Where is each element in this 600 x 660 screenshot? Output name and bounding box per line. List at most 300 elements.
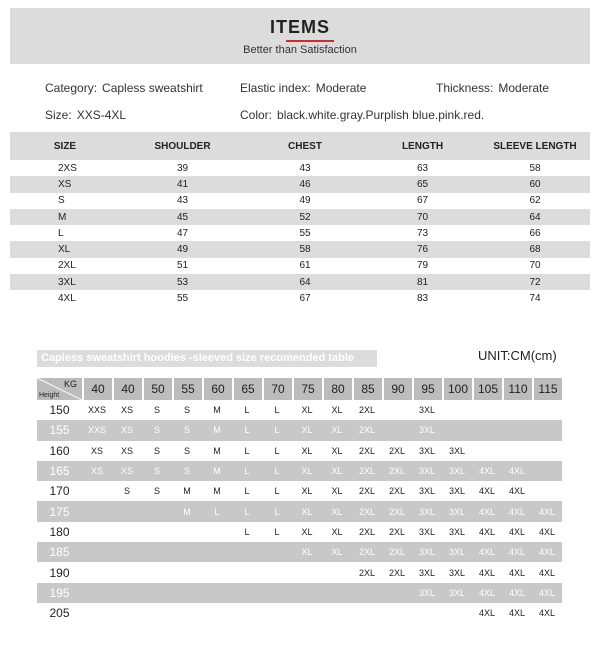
category-label: Category: bbox=[45, 81, 98, 95]
size-recommendation-cell bbox=[112, 522, 142, 542]
height-cell: 170 bbox=[49, 484, 70, 499]
table-row bbox=[10, 274, 590, 290]
size-recommendation-cell: L bbox=[274, 486, 280, 497]
height-cell: 160 bbox=[49, 443, 70, 458]
size-recommendation-cell: S bbox=[153, 445, 160, 456]
size-recommendation-cell bbox=[82, 481, 112, 501]
size-cell: 2XL bbox=[58, 260, 76, 272]
size-cell: 4XL bbox=[58, 293, 76, 305]
size-cell: XL bbox=[10, 241, 120, 257]
chest-cell: 49 bbox=[299, 195, 311, 207]
size-recommendation-cell bbox=[532, 400, 562, 420]
size-recommendation-cell: 3XL bbox=[418, 486, 435, 497]
weight-header: 110 bbox=[502, 378, 532, 400]
spec-color bbox=[240, 108, 484, 122]
weight-header: 85 bbox=[352, 378, 382, 400]
shoulder-cell: 51 bbox=[176, 260, 189, 272]
size-recommendation-cell: L bbox=[244, 445, 250, 456]
size-recommendation-cell: 4XL bbox=[472, 542, 502, 562]
thickness-label: Thickness: bbox=[436, 81, 494, 95]
table-row bbox=[37, 481, 562, 501]
size-cell: S bbox=[58, 195, 65, 207]
size-recommendation-cell: XS bbox=[120, 445, 133, 456]
size-recommendation-cell bbox=[322, 583, 352, 603]
size-recommendation-cell bbox=[532, 420, 562, 440]
size-recommendation-cell bbox=[82, 522, 112, 542]
size-header: SIZE bbox=[10, 132, 120, 160]
size-cell: M bbox=[10, 209, 120, 225]
size-recommendation-cell bbox=[142, 522, 172, 542]
size-recommendation-cell bbox=[172, 603, 202, 623]
size-recommendation-cell: S bbox=[142, 461, 172, 481]
sleeve-length-cell: 62 bbox=[529, 195, 541, 207]
size-recommendation-cell: 3XL bbox=[418, 526, 435, 537]
size-recommendation-cell bbox=[262, 562, 292, 582]
size-recommendation-cell: L bbox=[232, 420, 262, 440]
size-recommendation-cell: 4XL bbox=[502, 583, 532, 603]
size-label: Size: bbox=[45, 108, 72, 122]
size-recommendation-cell: M bbox=[202, 420, 232, 440]
size-recommendation-cell: 4XL bbox=[508, 486, 525, 497]
sleeve-length-header: SLEEVE LENGTH bbox=[480, 132, 590, 160]
height-cell: 175 bbox=[37, 501, 82, 521]
size-recommendation-cell: L bbox=[262, 420, 292, 440]
length-cell: 83 bbox=[416, 293, 429, 305]
thickness-value: Moderate bbox=[498, 81, 550, 95]
size-recommendation-cell: 2XL bbox=[382, 501, 412, 521]
size-recommendation-cell bbox=[382, 603, 412, 623]
chest-cell: 67 bbox=[299, 293, 311, 305]
size-table bbox=[10, 132, 590, 307]
height-cell: 165 bbox=[37, 461, 82, 481]
size-recommendation-cell: M bbox=[172, 501, 202, 521]
weight-header: 40 bbox=[112, 378, 142, 400]
corner-kg-label: KG bbox=[63, 379, 77, 389]
weight-header: 75 bbox=[292, 378, 322, 400]
size-cell: XS bbox=[10, 176, 120, 192]
chest-cell: 58 bbox=[245, 241, 365, 257]
table-row bbox=[10, 225, 590, 241]
size-recommendation-cell: 3XL bbox=[412, 461, 442, 481]
unit-label: UNIT:CM(cm) bbox=[478, 348, 557, 363]
weight-header: 50 bbox=[142, 378, 172, 400]
size-recommendation-cell bbox=[352, 583, 382, 603]
size-recommendation-cell: 4XL bbox=[532, 583, 562, 603]
shoulder-cell: 49 bbox=[120, 241, 245, 257]
size-recommendation-cell bbox=[202, 522, 232, 542]
height-cell: 185 bbox=[37, 542, 82, 562]
size-cell: 3XL bbox=[10, 274, 120, 290]
size-recommendation-cell: 4XL bbox=[502, 542, 532, 562]
size-recommendation-cell: 3XL bbox=[412, 501, 442, 521]
size-recommendation-cell: S bbox=[172, 461, 202, 481]
size-recommendation-cell: 4XL bbox=[478, 486, 495, 497]
size-recommendation-cell bbox=[472, 420, 502, 440]
height-cell: 205 bbox=[49, 606, 70, 621]
size-recommendation-cell: L bbox=[244, 405, 250, 416]
table-row bbox=[37, 461, 562, 481]
size-recommendation-cell bbox=[202, 542, 232, 562]
page-title: ITEMS bbox=[269, 17, 330, 37]
recommendation-table-title: Capless sweatshirt hoodies -sleeved size recomended table bbox=[37, 350, 377, 367]
size-recommendation-cell: M bbox=[213, 486, 221, 497]
size-recommendation-cell: M bbox=[183, 486, 191, 497]
size-recommendation-cell: L bbox=[244, 486, 250, 497]
length-cell: 81 bbox=[365, 274, 480, 290]
size-recommendation-cell: L bbox=[232, 461, 262, 481]
size-recommendation-cell bbox=[202, 562, 232, 582]
size-recommendation-cell: 4XL bbox=[532, 501, 562, 521]
chest-cell: 55 bbox=[299, 227, 311, 239]
sleeve-length-cell: 66 bbox=[529, 227, 541, 239]
size-recommendation-cell: XL bbox=[322, 461, 352, 481]
size-recommendation-cell: L bbox=[202, 501, 232, 521]
size-recommendation-cell: 3XL bbox=[412, 420, 442, 440]
size-recommendation-cell bbox=[382, 420, 412, 440]
table-row bbox=[37, 522, 562, 542]
spec-category bbox=[45, 81, 203, 95]
table-row bbox=[37, 441, 562, 461]
length-cell: 63 bbox=[416, 162, 429, 174]
table-row bbox=[10, 193, 590, 209]
size-recommendation-cell bbox=[232, 583, 262, 603]
size-recommendation-cell: 3XL bbox=[418, 567, 435, 578]
weight-header: 80 bbox=[322, 378, 352, 400]
size-recommendation-cell bbox=[232, 603, 262, 623]
size-recommendation-cell bbox=[442, 603, 472, 623]
weight-header: 90 bbox=[382, 378, 412, 400]
height-cell: 190 bbox=[49, 565, 70, 580]
size-recommendation-cell: 2XL bbox=[358, 526, 375, 537]
shoulder-cell: 41 bbox=[120, 176, 245, 192]
size-recommendation-cell: 4XL bbox=[508, 608, 525, 619]
size-recommendation-cell: XL bbox=[301, 486, 313, 497]
size-recommendation-cell: 3XL bbox=[448, 567, 465, 578]
size-recommendation-cell: 4XL bbox=[538, 608, 555, 619]
size-recommendation-cell bbox=[262, 603, 292, 623]
table-row bbox=[37, 420, 562, 440]
size-recommendation-cell: L bbox=[274, 405, 280, 416]
size-recommendation-cell bbox=[142, 542, 172, 562]
size-cell: L bbox=[58, 227, 64, 239]
table-row bbox=[10, 258, 590, 274]
chest-header: CHEST bbox=[245, 132, 365, 160]
size-recommendation-cell: 2XL bbox=[388, 567, 405, 578]
length-cell: 67 bbox=[416, 195, 429, 207]
size-recommendation-cell: XXS bbox=[87, 405, 106, 416]
size-recommendation-cell bbox=[532, 441, 562, 461]
sleeve-length-cell: 60 bbox=[480, 176, 590, 192]
shoulder-cell: 43 bbox=[176, 195, 189, 207]
shoulder-cell: 55 bbox=[176, 293, 189, 305]
weight-header: 105 bbox=[472, 378, 502, 400]
size-recommendation-cell: XL bbox=[292, 420, 322, 440]
spec-elastic bbox=[240, 81, 366, 95]
length-header: LENGTH bbox=[365, 132, 480, 160]
length-cell: 73 bbox=[416, 227, 429, 239]
size-recommendation-cell bbox=[112, 501, 142, 521]
size-recommendation-cell: XL bbox=[322, 501, 352, 521]
title-underline bbox=[286, 40, 334, 42]
size-recommendation-cell: 4XL bbox=[472, 461, 502, 481]
size-recommendation-cell: XS bbox=[82, 461, 112, 481]
table-row bbox=[37, 501, 562, 521]
size-value: XXS-4XL bbox=[76, 108, 127, 122]
size-recommendation-cell: XL bbox=[331, 405, 343, 416]
size-recommendation-cell: S bbox=[172, 420, 202, 440]
size-recommendation-cell: M bbox=[213, 405, 221, 416]
shoulder-cell: 45 bbox=[120, 209, 245, 225]
size-recommendation-cell: 2XL bbox=[352, 542, 382, 562]
length-cell: 79 bbox=[416, 260, 429, 272]
table-row bbox=[37, 400, 562, 420]
size-recommendation-cell: XL bbox=[322, 542, 352, 562]
page-subtitle: Better than Satisfaction bbox=[243, 44, 357, 56]
size-recommendation-cell: 4XL bbox=[502, 501, 532, 521]
size-recommendation-cell: L bbox=[244, 526, 250, 537]
corner-cell bbox=[37, 378, 82, 400]
size-recommendation-cell bbox=[172, 542, 202, 562]
corner-height-label: Height bbox=[39, 392, 60, 399]
size-recommendation-cell: 3XL bbox=[442, 461, 472, 481]
size-recommendation-cell: XS bbox=[90, 445, 103, 456]
size-recommendation-cell: L bbox=[274, 526, 280, 537]
size-recommendation-cell: 2XL bbox=[358, 567, 375, 578]
size-recommendation-cell: 3XL bbox=[442, 583, 472, 603]
weight-header: 70 bbox=[262, 378, 292, 400]
size-recommendation-cell bbox=[322, 603, 352, 623]
size-recommendation-cell: 2XL bbox=[352, 420, 382, 440]
size-recommendation-cell bbox=[262, 542, 292, 562]
weight-header: 100 bbox=[442, 378, 472, 400]
table-row bbox=[37, 562, 562, 582]
size-recommendation-cell: XS bbox=[112, 420, 142, 440]
size-recommendation-cell bbox=[172, 522, 202, 542]
size-recommendation-cell bbox=[112, 562, 142, 582]
sleeve-length-cell: 58 bbox=[529, 162, 541, 174]
sleeve-length-cell: 74 bbox=[529, 293, 541, 305]
length-cell: 70 bbox=[365, 209, 480, 225]
size-recommendation-cell bbox=[382, 583, 412, 603]
size-recommendation-cell: S bbox=[153, 405, 160, 416]
weight-header: 115 bbox=[532, 378, 562, 400]
size-recommendation-cell: 2XL bbox=[388, 486, 405, 497]
size-recommendation-cell bbox=[172, 583, 202, 603]
length-cell: 76 bbox=[365, 241, 480, 257]
size-recommendation-cell: XL bbox=[331, 526, 343, 537]
size-recommendation-cell: 4XL bbox=[508, 526, 525, 537]
size-recommendation-cell bbox=[502, 420, 532, 440]
sleeve-length-cell: 68 bbox=[480, 241, 590, 257]
size-recommendation-cell: XL bbox=[301, 405, 313, 416]
size-recommendation-cell: XL bbox=[322, 420, 352, 440]
size-recommendation-cell bbox=[532, 461, 562, 481]
size-recommendation-cell bbox=[142, 583, 172, 603]
size-recommendation-cell: 2XL bbox=[358, 445, 375, 456]
shoulder-cell: 47 bbox=[176, 227, 189, 239]
table-row bbox=[10, 290, 590, 306]
size-recommendation-cell: 4XL bbox=[532, 542, 562, 562]
shoulder-cell: 39 bbox=[176, 162, 189, 174]
size-recommendation-cell: 3XL bbox=[418, 445, 435, 456]
size-recommendation-cell: XS bbox=[120, 405, 133, 416]
size-recommendation-cell: 3XL bbox=[448, 445, 465, 456]
size-recommendation-cell bbox=[262, 583, 292, 603]
sleeve-length-cell: 70 bbox=[529, 260, 541, 272]
size-recommendation-cell bbox=[412, 603, 442, 623]
table-row bbox=[10, 160, 590, 176]
size-recommendation-cell: 4XL bbox=[478, 608, 495, 619]
size-recommendation-cell: S bbox=[123, 486, 130, 497]
chest-cell: 64 bbox=[245, 274, 365, 290]
size-recommendation-cell bbox=[502, 400, 532, 420]
size-recommendation-cell bbox=[142, 562, 172, 582]
size-recommendation-cell bbox=[82, 542, 112, 562]
sleeve-length-cell: 72 bbox=[480, 274, 590, 290]
size-recommendation-cell bbox=[142, 501, 172, 521]
size-recommendation-cell: XL bbox=[301, 526, 313, 537]
size-recommendation-cell: 2XL bbox=[358, 486, 375, 497]
height-cell: 150 bbox=[49, 403, 70, 418]
size-recommendation-cell: 4XL bbox=[538, 567, 555, 578]
size-recommendation-cell: 3XL bbox=[418, 405, 435, 416]
chest-cell: 43 bbox=[299, 162, 311, 174]
size-recommendation-cell bbox=[82, 501, 112, 521]
size-recommendation-cell bbox=[232, 562, 262, 582]
size-recommendation-cell bbox=[142, 603, 172, 623]
size-recommendation-cell: 2XL bbox=[388, 445, 405, 456]
size-recommendation-cell bbox=[352, 603, 382, 623]
sleeve-length-cell: 64 bbox=[480, 209, 590, 225]
size-recommendation-cell bbox=[112, 542, 142, 562]
size-recommendation-cell bbox=[292, 562, 322, 582]
size-recommendation-cell: 4XL bbox=[538, 526, 555, 537]
size-recommendation-cell bbox=[112, 583, 142, 603]
size-recommendation-cell bbox=[472, 400, 502, 420]
size-recommendation-cell: 2XL bbox=[382, 461, 412, 481]
size-recommendation-cell: L bbox=[262, 501, 292, 521]
table-row bbox=[37, 603, 562, 623]
elastic-label: Elastic index: bbox=[240, 81, 311, 95]
size-recommendation-cell bbox=[82, 603, 112, 623]
size-recommendation-cell bbox=[82, 562, 112, 582]
height-cell: 155 bbox=[37, 420, 82, 440]
table-row bbox=[37, 542, 562, 562]
size-recommendation-cell bbox=[292, 603, 322, 623]
shoulder-cell: 53 bbox=[120, 274, 245, 290]
size-recommendation-cell: 3XL bbox=[448, 526, 465, 537]
size-recommendation-cell: S bbox=[153, 486, 160, 497]
size-recommendation-cell: XL bbox=[331, 486, 343, 497]
weight-header-row bbox=[37, 378, 562, 400]
size-recommendation-cell: 2XL bbox=[352, 501, 382, 521]
size-recommendation-cell bbox=[472, 441, 502, 461]
size-recommendation-cell: XXS bbox=[82, 420, 112, 440]
size-recommendation-cell bbox=[502, 441, 532, 461]
size-recommendation-cell: L bbox=[274, 445, 280, 456]
table-row bbox=[10, 241, 590, 257]
height-cell: 180 bbox=[49, 524, 70, 539]
size-recommendation-cell: S bbox=[183, 405, 190, 416]
category-value: Capless sweatshirt bbox=[102, 81, 203, 95]
size-recommendation-cell bbox=[82, 583, 112, 603]
size-recommendation-cell bbox=[442, 420, 472, 440]
weight-header: 55 bbox=[172, 378, 202, 400]
size-recommendation-cell: S bbox=[142, 420, 172, 440]
header-banner bbox=[10, 8, 590, 64]
spec-thickness bbox=[436, 81, 549, 95]
height-cell: 195 bbox=[37, 583, 82, 603]
spec-size bbox=[45, 108, 126, 122]
elastic-value: Moderate bbox=[315, 81, 367, 95]
chest-cell: 61 bbox=[299, 260, 311, 272]
size-recommendation-cell: 4XL bbox=[472, 583, 502, 603]
size-recommendation-cell: 2XL bbox=[388, 526, 405, 537]
recommendation-table bbox=[37, 378, 562, 623]
size-recommendation-cell bbox=[292, 583, 322, 603]
weight-header: 60 bbox=[202, 378, 232, 400]
weight-header: 95 bbox=[412, 378, 442, 400]
size-recommendation-cell: 3XL bbox=[412, 583, 442, 603]
size-recommendation-cell: 3XL bbox=[448, 486, 465, 497]
table-row bbox=[10, 176, 590, 192]
size-recommendation-cell: 3XL bbox=[412, 542, 442, 562]
size-recommendation-cell bbox=[232, 542, 262, 562]
size-recommendation-cell bbox=[382, 400, 412, 420]
size-recommendation-cell: XL bbox=[292, 501, 322, 521]
size-recommendation-cell bbox=[202, 583, 232, 603]
size-cell: 2XS bbox=[58, 162, 77, 174]
size-recommendation-cell bbox=[322, 562, 352, 582]
size-recommendation-cell: XL bbox=[292, 461, 322, 481]
size-table-header bbox=[10, 132, 590, 160]
size-recommendation-cell: 2XL bbox=[352, 461, 382, 481]
size-recommendation-cell bbox=[202, 603, 232, 623]
length-cell: 65 bbox=[365, 176, 480, 192]
size-recommendation-cell bbox=[112, 603, 142, 623]
size-recommendation-cell: 4XL bbox=[472, 501, 502, 521]
size-recommendation-cell: XS bbox=[112, 461, 142, 481]
size-recommendation-cell bbox=[532, 481, 562, 501]
size-recommendation-cell bbox=[442, 400, 472, 420]
size-recommendation-cell: XL bbox=[292, 542, 322, 562]
chest-cell: 52 bbox=[245, 209, 365, 225]
size-recommendation-cell: M bbox=[213, 445, 221, 456]
color-label: Color: bbox=[240, 108, 273, 122]
size-recommendation-cell: 2XL bbox=[382, 542, 412, 562]
chest-cell: 46 bbox=[245, 176, 365, 192]
color-value: black.white.gray.Purplish blue.pink.red. bbox=[277, 108, 485, 122]
size-recommendation-cell: L bbox=[232, 501, 262, 521]
size-recommendation-cell: 3XL bbox=[442, 501, 472, 521]
size-recommendation-cell: 2XL bbox=[358, 405, 375, 416]
size-recommendation-cell: M bbox=[202, 461, 232, 481]
weight-header: 40 bbox=[82, 378, 112, 400]
size-recommendation-cell: L bbox=[262, 461, 292, 481]
size-recommendation-cell bbox=[172, 562, 202, 582]
table-row bbox=[37, 583, 562, 603]
size-recommendation-cell: 4XL bbox=[478, 526, 495, 537]
size-recommendation-cell: 4XL bbox=[502, 461, 532, 481]
size-recommendation-cell: 3XL bbox=[442, 542, 472, 562]
weight-header: 65 bbox=[232, 378, 262, 400]
table-row bbox=[10, 209, 590, 225]
size-recommendation-cell: 4XL bbox=[478, 567, 495, 578]
shoulder-header: SHOULDER bbox=[120, 132, 245, 160]
size-recommendation-cell: 4XL bbox=[508, 567, 525, 578]
size-recommendation-cell: XL bbox=[301, 445, 313, 456]
size-recommendation-cell: XL bbox=[331, 445, 343, 456]
